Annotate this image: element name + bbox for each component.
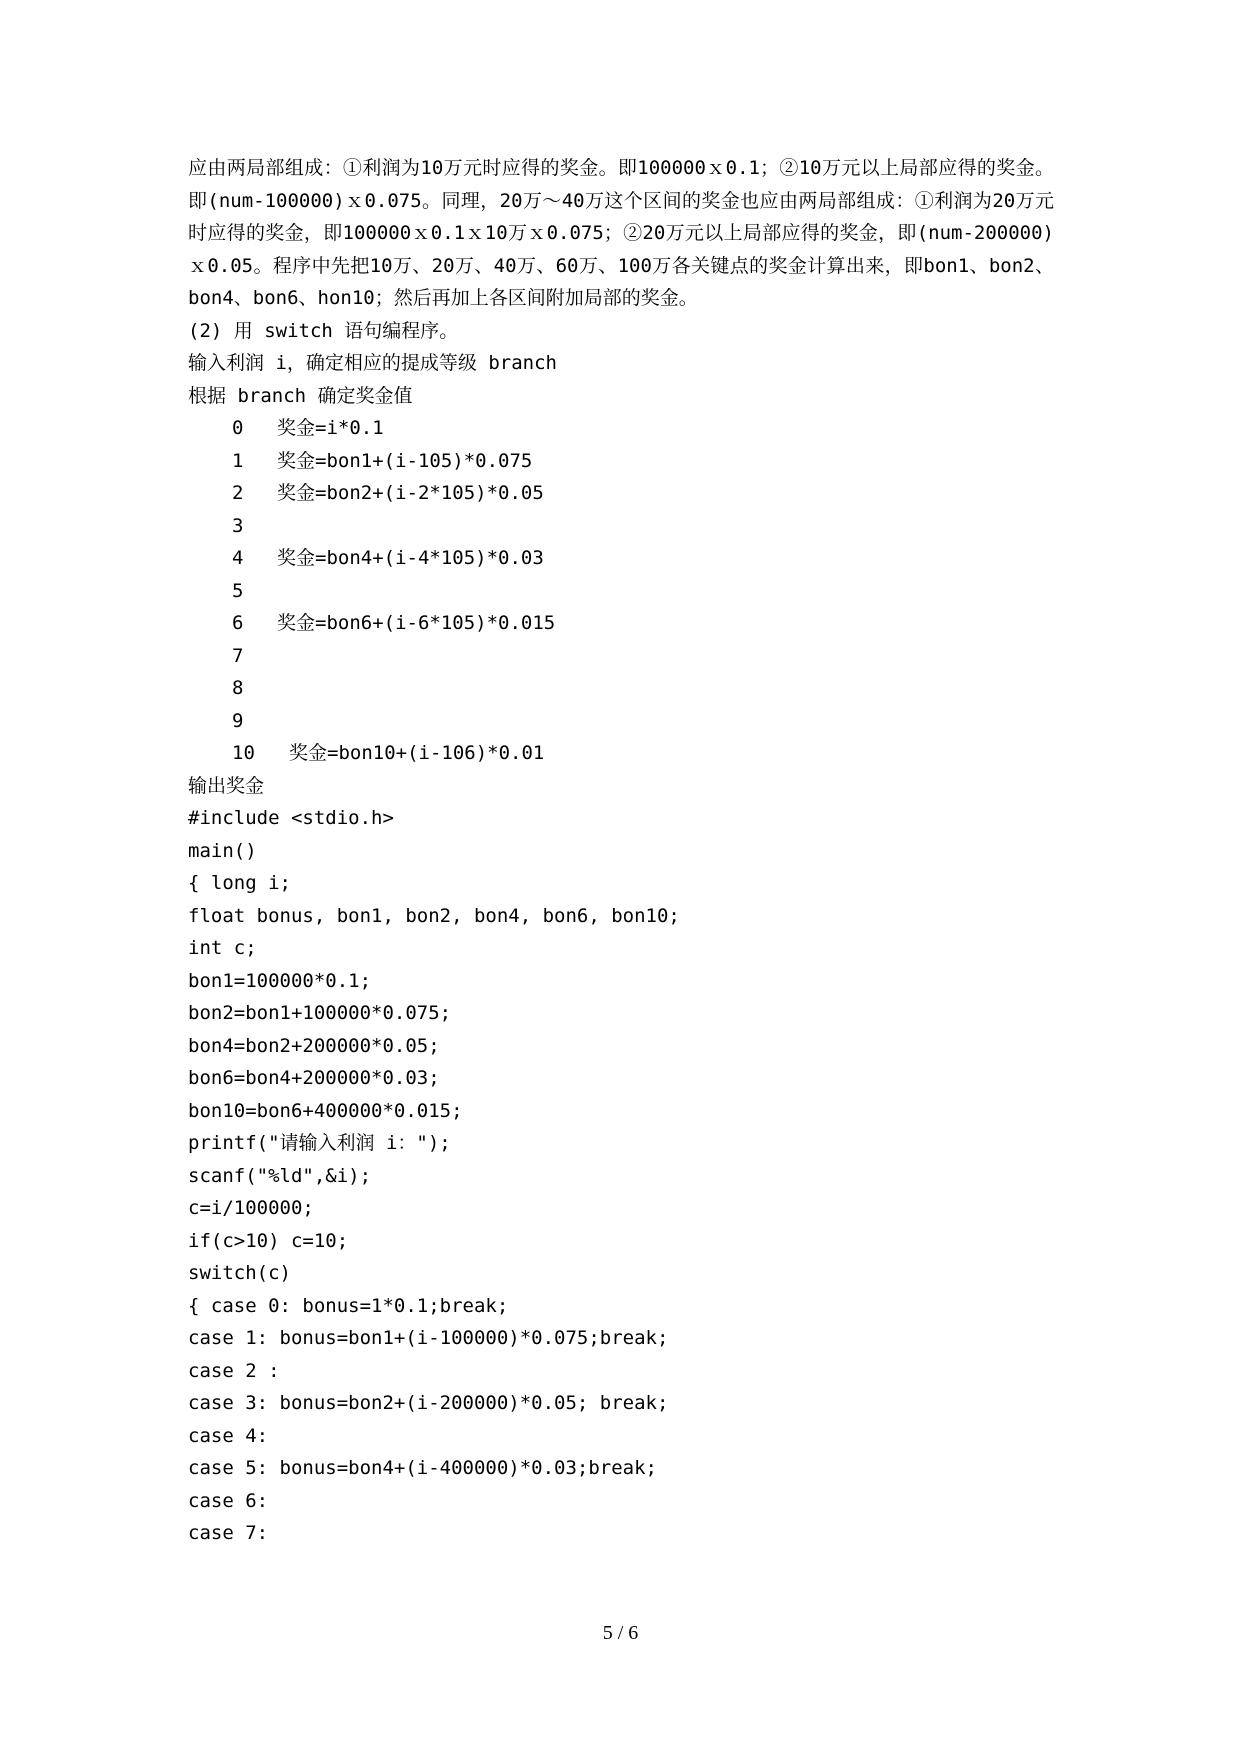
code-line: bon6=bon4+200000*0.03; [188, 1067, 440, 1089]
branch-row [188, 412, 1054, 445]
code-line: case 2 : [188, 1359, 280, 1382]
branch-level: 2 [232, 482, 244, 504]
branch-row [188, 607, 1054, 640]
branch-row [188, 737, 1054, 770]
code-line: switch(c) [188, 1262, 291, 1284]
branch-row [188, 445, 1054, 478]
code-line: scanf("%ld",&i); [188, 1164, 372, 1187]
code-line: main() [188, 839, 257, 862]
branch-level: 6 [232, 612, 244, 634]
branch-row [188, 672, 1054, 705]
code-line: bon2=bon1+100000*0.075; [188, 1002, 452, 1024]
branch-level: 10 [232, 742, 255, 764]
branch-formula: 奖金=bon4+(i-4*105)*0.03 [277, 547, 544, 569]
branch-row [188, 542, 1054, 575]
method-heading: (2) 用 switch 语句编程序。 [188, 319, 459, 342]
branch-row [188, 477, 1054, 510]
branch-formula: 奖金=bon2+(i-2*105)*0.05 [277, 482, 544, 504]
code-line: case 4: [188, 1424, 269, 1447]
code-line: bon1=100000*0.1; [188, 969, 372, 992]
branch-row [188, 640, 1054, 673]
branch-formula: 奖金=bon6+(i-6*105)*0.015 [277, 612, 556, 634]
branch-row [188, 510, 1054, 543]
branch-level: 0 [232, 417, 244, 439]
branch-table [188, 412, 1054, 770]
step-branch: 根据 branch 确定奖金值 [188, 384, 413, 407]
branch-level: 7 [232, 644, 244, 667]
code-line: bon4=bon2+200000*0.05; [188, 1034, 440, 1057]
code-line: printf("请输入利润 i："); [188, 1132, 451, 1154]
code-line: { long i; [188, 872, 291, 894]
intro-paragraph: 应由两局部组成：①利润为10万元时应得的奖金。即100000ｘ0.1；②10万元以上局部应得的奖金。即(num-100000)ｘ0.075。同理，20万～40万这个区间的奖金也应由两局部组成：①利润为20万元时应得的奖金，即100000ｘ0.1ｘ10万ｘ0.075；②20万元以上局部应得的奖金，即(num-200000)ｘ0.05。程序中先把10万、20万、40万、60万、100万各关键点的奖金计算出来，即bon1、bon2、bon4、bon6、hon10；然后再加上各区间附加局部的奖金。 [188, 157, 1054, 309]
page-number: 5 / 6 [602, 1622, 639, 1644]
branch-row [188, 705, 1054, 738]
code-line: c=i/100000; [188, 1197, 314, 1219]
branch-formula: 奖金=bon1+(i-105)*0.075 [277, 449, 533, 472]
code-line: bon10=bon6+400000*0.015; [188, 1099, 463, 1122]
branch-formula: 奖金=bon10+(i-106)*0.01 [289, 742, 545, 764]
branch-formula: 奖金=i*0.1 [277, 417, 384, 439]
branch-level: 4 [232, 547, 244, 569]
code-line: case 1: bonus=bon1+(i-100000)*0.075;break; [188, 1327, 669, 1349]
branch-level: 5 [232, 579, 244, 602]
code-block [188, 802, 1054, 1550]
page-content [188, 152, 1054, 1550]
branch-row [188, 575, 1054, 608]
code-line: case 7: [188, 1522, 269, 1544]
step-output: 输出奖金 [188, 774, 265, 797]
branch-level: 1 [232, 449, 244, 472]
code-line: case 5: bonus=bon4+(i-400000)*0.03;break; [188, 1457, 657, 1479]
code-line: case 3: bonus=bon2+(i-200000)*0.05; break; [188, 1392, 669, 1414]
branch-level: 3 [232, 514, 244, 537]
branch-level: 9 [232, 709, 244, 732]
branch-level: 8 [232, 677, 244, 699]
code-line: float bonus, bon1, bon2, bon4, bon6, bon10; [188, 904, 680, 927]
code-line: case 6: [188, 1489, 269, 1512]
code-line: if(c>10) c=10; [188, 1229, 349, 1252]
code-line: int c; [188, 937, 257, 959]
code-line: { case 0: bonus=1*0.1;break; [188, 1294, 509, 1317]
code-line: #include <stdio.h> [188, 807, 394, 829]
step-input: 输入利润 i，确定相应的提成等级 branch [188, 352, 557, 374]
